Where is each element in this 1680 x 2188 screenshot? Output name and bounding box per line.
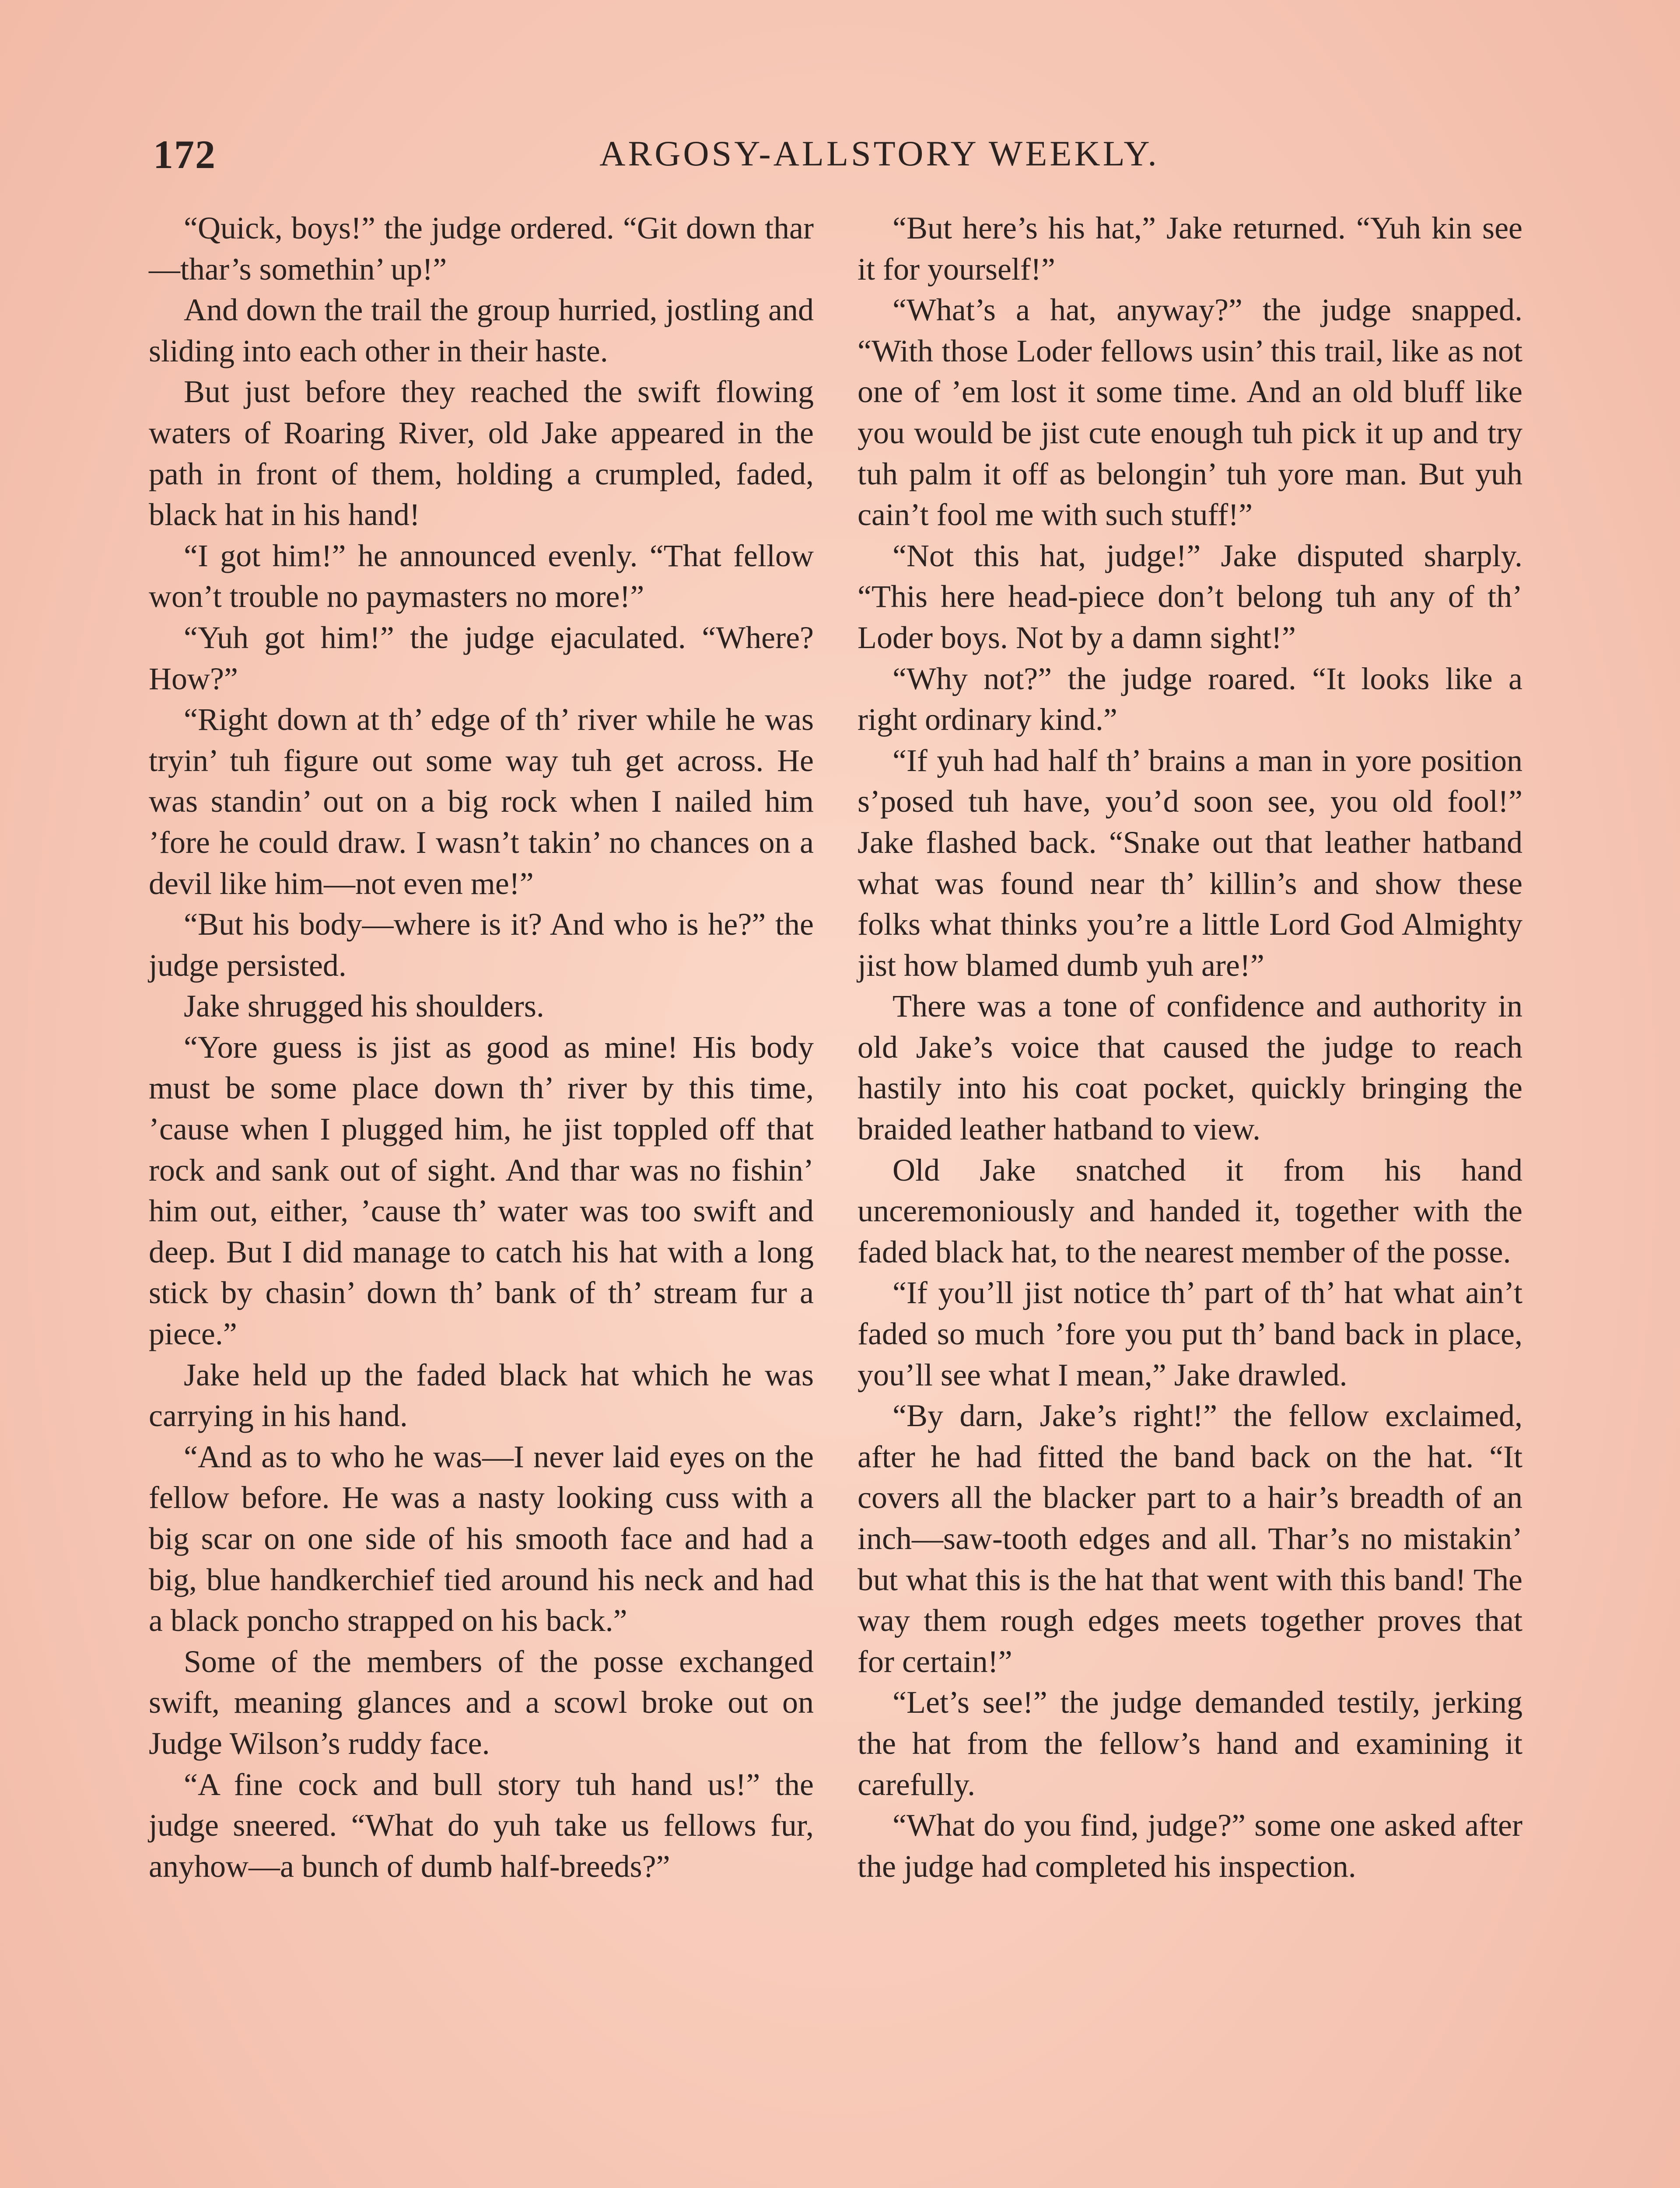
paragraph: “A fine cock and bull story tuh hand us!” the judge sneered. “What do yuh take us fellows fur, anyhow—a bunch of dumb half-breeds?” bbox=[149, 1767, 814, 1884]
paragraph: Jake shrugged his shoulders. bbox=[184, 989, 544, 1024]
left-column bbox=[149, 208, 814, 1887]
paragraph: “Yuh got him!” the judge ejaculated. “Where? How?” bbox=[149, 620, 814, 696]
page-header bbox=[153, 131, 1536, 193]
paragraph: “Not this hat, judge!” Jake disputed sharply. “This here head-piece don’t belong tuh any of th’ Loder boys. Not by a damn sight!” bbox=[858, 538, 1522, 655]
paragraph: “Right down at th’ edge of th’ river while he was tryin’ tuh figure out some way tuh get across. He was standin’ out on a big rock when I nailed him ’fore he could draw. I wasn’t takin’ no chances on a devil like him—not even me!” bbox=[149, 702, 814, 901]
paragraph: “Quick, boys!” the judge ordered. “Git down thar—thar’s somethin’ up!” bbox=[149, 210, 814, 287]
paragraph: But just before they reached the swift flowing waters of Roaring River, old Jake appeared in the path in front of them, holding a crumpled, faded, black hat in his hand! bbox=[149, 374, 814, 533]
paragraph: There was a tone of confidence and authority in old Jake’s voice that caused the judge to reach hastily into his coat pocket, quickly bringing the braided leather hatband to view. bbox=[858, 989, 1522, 1147]
paragraph: And down the trail the group hurried, jostling and sliding into each other in their haste. bbox=[149, 292, 814, 368]
paragraph: “What do you find, judge?” some one asked after the judge had completed his inspection. bbox=[858, 1808, 1522, 1884]
paragraph: “If yuh had half th’ brains a man in yore position s’posed tuh have, you’d soon see, you old fool!” Jake flashed back. “Snake out that leather hatband what was found near th’ killin’s and show these folks what thinks you’re a little Lord God Almighty jist how blamed dumb yuh are!” bbox=[858, 743, 1522, 983]
paragraph: Some of the members of the posse exchanged swift, meaning glances and a scowl broke out on Judge Wilson’s ruddy face. bbox=[149, 1644, 814, 1761]
right-column bbox=[858, 208, 1522, 1887]
paragraph: Old Jake snatched it from his hand unceremoniously and handed it, together with the faded black hat, to the nearest member of the posse. bbox=[858, 1152, 1522, 1269]
paragraph: “What’s a hat, anyway?” the judge snapped. “With those Loder fellows usin’ this trail, like as not one of ’em lost it some time. And an old bluff like you would be jist cute enough tuh pick it up and try tuh palm it off as belongin’ tuh yore man. But yuh cain’t fool me with such stuff!” bbox=[858, 292, 1522, 533]
paragraph: Jake held up the faded black hat which he was carrying in his hand. bbox=[149, 1357, 814, 1434]
paragraph: “By darn, Jake’s right!” the fellow exclaimed, after he had fitted the band back on the hat. “It covers all the blacker part to a hair’s breadth of an inch—saw-tooth edges and all. Thar’s no mistakin’ but what this is the hat that went with this band! The way them rough edges meets together proves that for certain!” bbox=[858, 1398, 1522, 1679]
paragraph: “Yore guess is jist as good as mine! His body must be some place down th’ river by this time, ’cause when I plugged him, he jist toppled off that rock and sank out of sight. And thar was no fishin’ him out, either, ’cause th’ water was too swift and deep. But I did manage to catch his hat with a long stick by chasin’ down th’ bank of th’ stream fur a piece.” bbox=[149, 1029, 814, 1352]
paragraph: “But his body—where is it? And who is he?” the judge persisted. bbox=[149, 907, 814, 983]
paragraph: “Let’s see!” the judge demanded testily, jerking the hat from the fellow’s hand and examining it carefully. bbox=[858, 1685, 1522, 1802]
paragraph: “But here’s his hat,” Jake returned. “Yuh kin see it for yourself!” bbox=[858, 210, 1522, 287]
paragraph: “Why not?” the judge roared. “It looks like a right ordinary kind.” bbox=[858, 661, 1522, 737]
paragraph: “And as to who he was—I never laid eyes on the fellow before. He was a nasty looking cuss with a big scar on one side of his smooth face and had a big, blue handkerchief tied around his neck and had a black poncho strapped on his back.” bbox=[149, 1439, 814, 1638]
running-head: ARGOSY-ALLSTORY WEEKLY. bbox=[599, 133, 1159, 173]
paragraph: “I got him!” he announced evenly. “That fellow won’t trouble no paymasters no more!” bbox=[149, 538, 814, 614]
page-number: 172 bbox=[153, 132, 216, 177]
paragraph: “If you’ll jist notice th’ part of th’ hat what ain’t faded so much ’fore you put th’ band back in place, you’ll see what I mean,” Jake drawled. bbox=[858, 1275, 1522, 1392]
